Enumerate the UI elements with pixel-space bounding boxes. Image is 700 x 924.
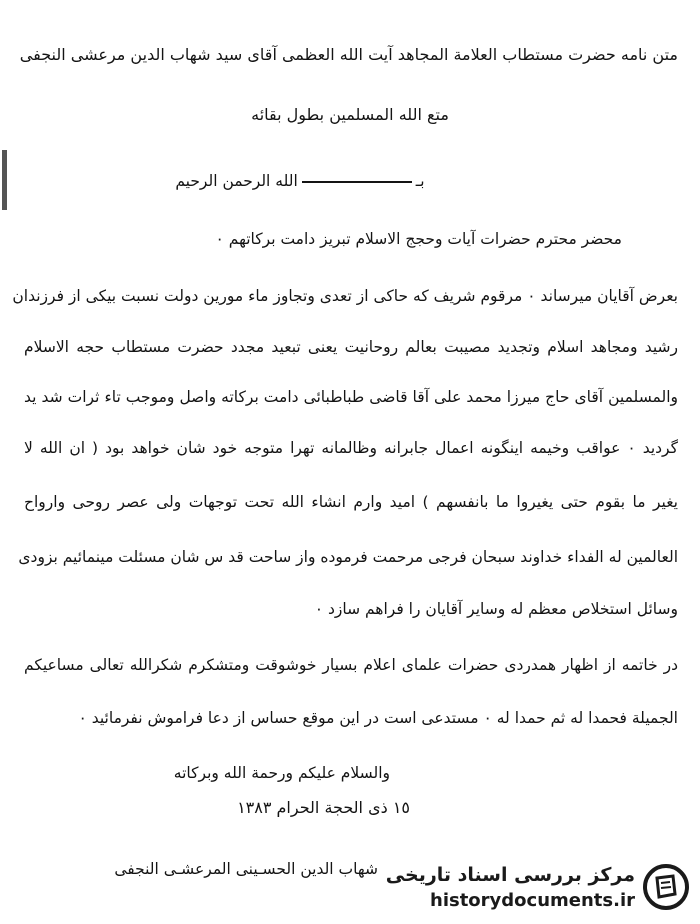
closing: والسلام علیکم ورحمة الله وبرکاته: [173, 764, 390, 782]
body-line-4: گردید ٠ عواقب وخیمه اینگونه اعمال جابرانه وظالمانه تهرا متوجه خود شان خواهد بود ( ان الله لا: [24, 439, 678, 457]
body-line-1: بعرض آقایان میرساند ٠ مرقوم شریف که حاکی از تعدی وتجاوز ماء مورین دولت نسبت بیکی از فرزندان: [12, 287, 678, 305]
date: ١٥ ذی الحجة الحرام ١٣٨٣: [237, 798, 410, 817]
body-line-9: الجمیلة فحمدا له ثم حمدا له ٠ مستدعی است در این موقع حساس از دعا فراموش نفرمائید ٠: [78, 709, 678, 727]
bismillah-start: بـ: [415, 172, 425, 190]
bismillah: [40, 170, 560, 192]
salutation: محضر محترم حضرات آیات وحجج الاسلام تبریز دامت برکاتهم ٠: [215, 230, 622, 248]
bismillah-rest: الله الرحمن الرحیم: [175, 172, 298, 190]
signature: شهاب الدین الحسـینی المرعشـی النجفی: [114, 860, 378, 878]
body-line-3: والمسلمین آقای حاج میرزا محمد علی آقا قاضی طباطبائی دامت برکاته واصل وموجب تاء ثرات شد ید: [24, 388, 678, 406]
body-line-7: وسائل استخلاص معظم له وسایر آقایان را فراهم سازد ٠: [314, 600, 678, 618]
body-line-2: رشید ومجاهد اسلام وتجدید مصیبت بعالم روحانیت یعنی تبعید مجدد حضرت مستطاب حجه الاسلام: [24, 338, 678, 356]
archive-logo-icon: [643, 864, 689, 910]
body-line-8: در خاتمه از اظهار همدردی حضرات علمای اعلام بسیار خوشوقت ومتشکرم شکرالله تعالی مساعیکم: [24, 656, 678, 674]
header-title: متن نامه حضرت مستطاب العلامة المجاهد آیت الله العظمی آقای سید شهاب الدین مرعشی النجفی: [19, 45, 678, 64]
scan-edge-mark: [2, 150, 7, 210]
body-line-6: العالمین له الفداء خداوند سبحان فرجی مرحمت فرموده واز ساحت قد س شان مسئلت مینمائیم بزودی: [18, 548, 678, 566]
body-line-5: یغیر ما بقوم حتی یغیروا ما بانفسهم ) امید وارم انشاء الله تحت توجهات ولی عصر روحی وارواح: [24, 493, 678, 511]
archive-watermark: [385, 858, 695, 916]
header-subtitle: متع الله المسلمین بطول بقائه: [251, 105, 449, 124]
bismillah-stroke: [302, 181, 412, 183]
watermark-url: historydocuments.ir: [430, 890, 635, 911]
watermark-title: مرکز بررسی اسناد تاریخی: [385, 864, 635, 886]
